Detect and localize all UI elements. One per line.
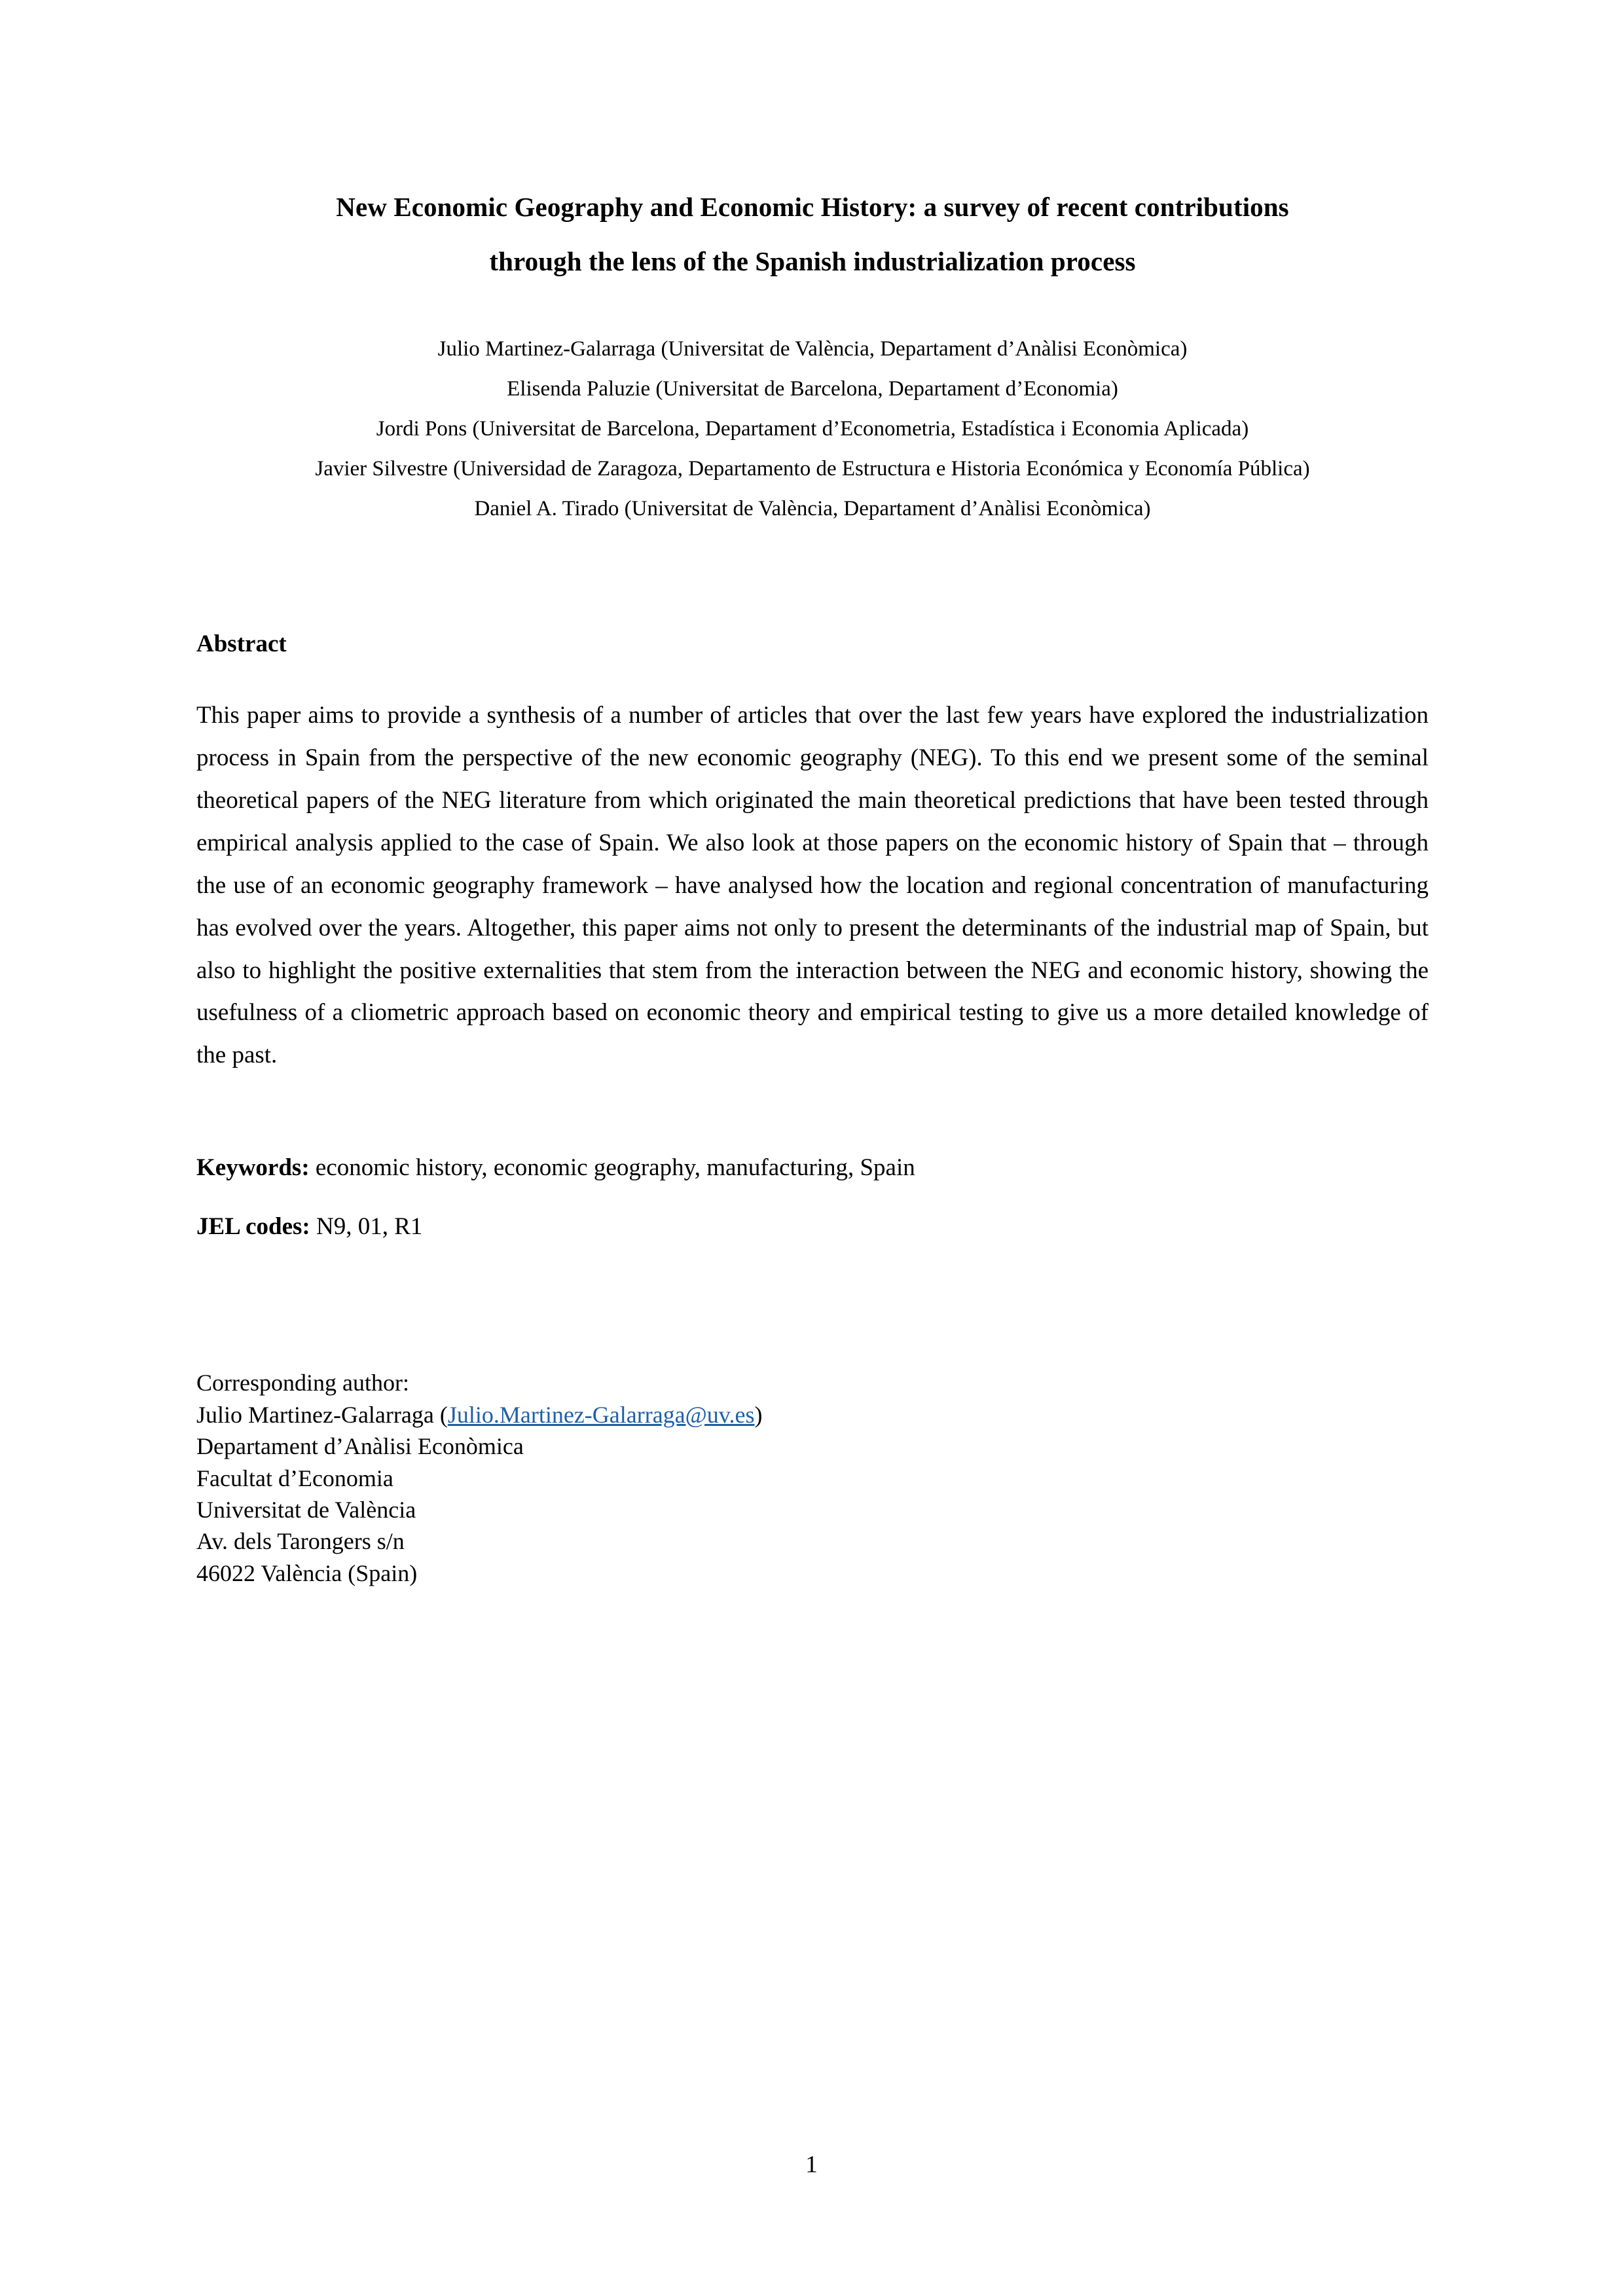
keywords-label: Keywords: (196, 1154, 310, 1182)
author-entry: Julio Martinez-Galarraga (Universitat de València, Departament d’Anàlisi Econòmica) (437, 337, 1188, 361)
jel-codes-line (196, 1214, 1429, 1239)
metadata-block (196, 1156, 1429, 1239)
keywords-value: economic history, economic geography, manufacturing, Spain (315, 1154, 915, 1182)
author-entry: Daniel A. Tirado (Universitat de València, Departament d’Anàlisi Econòmica) (474, 497, 1151, 520)
corresponding-author-name-prefix: Julio Martinez-Galarraga ( (196, 1401, 448, 1428)
author-entry: Elisenda Paluzie (Universitat de Barcelona, Departament d’Economia) (507, 377, 1118, 401)
corresponding-author-name-suffix: ) (754, 1401, 763, 1428)
title-line-1: New Economic Geography and Economic History: a survey of recent contributions (336, 192, 1289, 222)
abstract-heading: Abstract (196, 630, 287, 657)
keywords-line (196, 1156, 1429, 1180)
author-entry: Jordi Pons (Universitat de Barcelona, Departament d’Econometria, Estadística i Economia Aplicada) (376, 417, 1249, 441)
abstract-paragraph: This paper aims to provide a synthesis of a number of articles that over the last few years have explored the industrialization process in Spain from the perspective of the new economic geography (NEG). To this end we present some of the seminal theoretical papers of the NEG literature from which originated the main theoretical predictions that have been tested through empirical analysis applied to the case of Spain. We also look at those papers on the economic history of Spain that – through the use of an economic geography framework – have analysed how the location and regional concentration of manufacturing has evolved over the years. Altogether, this paper aims not only to present the determinants of the industrial map of Spain, but also to highlight the positive externalities that stem from the interaction between the NEG and economic history, showing the usefulness of a cliometric approach based on economic theory and empirical testing to give us a more detailed knowledge of the past. (196, 702, 1429, 1069)
title-line-2: through the lens of the Spanish industrialization process (489, 246, 1136, 276)
corresponding-author-heading: Corresponding author: (196, 1370, 409, 1396)
author-entry: Javier Silvestre (Universidad de Zaragoza, Departamento de Estructura e Historia Económica y Economía Pública) (315, 457, 1310, 481)
page-number: 1 (805, 2151, 818, 2178)
address-line: Av. dels Tarongers s/n (196, 1528, 405, 1555)
corresponding-author-email-link[interactable]: Julio.Martinez-Galarraga@uv.es (447, 1401, 755, 1428)
jel-codes-value: N9, 01, R1 (316, 1213, 423, 1241)
address-line: Departament d’Anàlisi Econòmica (196, 1433, 524, 1460)
address-line: 46022 València (Spain) (196, 1559, 418, 1586)
paper-title (196, 194, 1429, 275)
address-line: Universitat de València (196, 1496, 416, 1523)
corresponding-author-name-line (196, 1399, 1429, 1430)
address-line: Facultat d’Economia (196, 1465, 393, 1491)
page-content (196, 0, 1429, 1589)
corresponding-author-block (196, 1367, 1429, 1589)
author-list (196, 338, 1429, 520)
jel-codes-label: JEL codes: (196, 1213, 310, 1241)
